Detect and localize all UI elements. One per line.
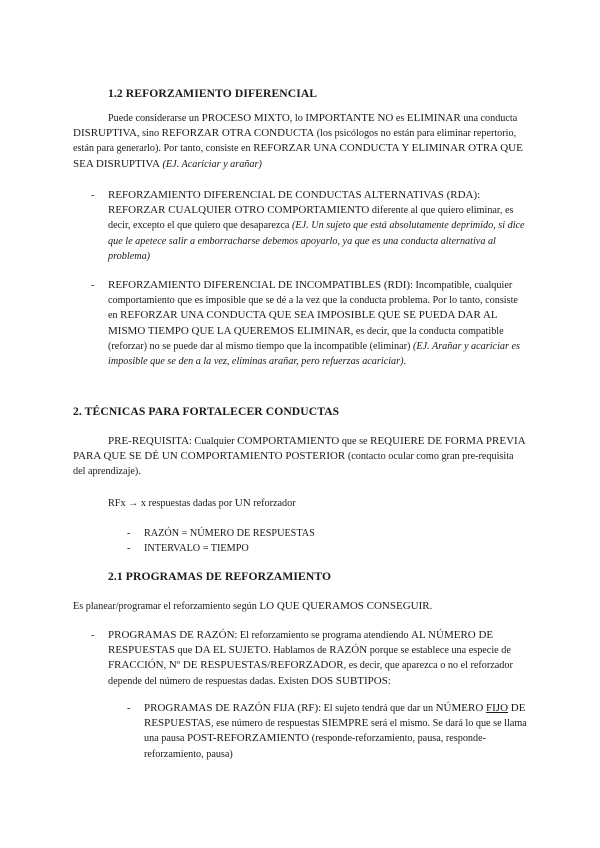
list-item-razon-fija: PROGRAMAS DE RAZÓN FIJA (RF): El sujeto tendrá que dar un NÚMERO FIJO DE RESPUESTAS, ese número de respuestas SIEMPRE será el mismo. Se dará lo que se llama una pausa POST-REFORZAMIENTO (responde-reforzamiento, pausa, responde- reforzamiento, pausa) — [144, 702, 527, 760]
bullet-dash: - — [91, 190, 95, 201]
section-heading-2: 2. TÉCNICAS PARA FORTALECER CONDUCTAS — [73, 405, 340, 418]
paragraph-intro: Puede considerarse un PROCESO MIXTO, lo IMPORTANTE NO es ELIMINAR una conducta DISRUPTIVA, sino REFORZAR OTRA CONDUCTA (los psicólogos no están para eliminar repertorio, están para generarlo). Por tanto, consiste en REFORZAR UNA CONDUCTA Y ELIMINAR OTRA QUE SEA DISRUPTIVA (EJ. Acariciar y arañar) — [73, 112, 523, 170]
bullet-dash: - — [127, 528, 131, 539]
section-heading-2-1: 2.1 PROGRAMAS DE REFORZAMIENTO — [108, 570, 332, 583]
list-item-rda: REFORZAMIENTO DIFERENCIAL DE CONDUCTAS ALTERNATIVAS (RDA): REFORZAR CUALQUIER OTRO COMPORTAMIENTO diferente al que quiero eliminar, es decir, excepto el que quiero que desaparezca (EJ. Un sujeto que está absolutamente deprimido, si dice que le apetece salir a emborracharse debemos apoyarlo, ya que es una conducta alternativa al problema) — [108, 189, 525, 262]
list-item-razon: RAZÓN = NÚMERO DE RESPUESTAS — [144, 528, 315, 539]
section-heading-1-2: 1.2 REFORZAMIENTO DIFERENCIAL — [108, 87, 318, 100]
rfx-formula: RFx → x respuestas dadas por UN reforzador — [108, 497, 296, 509]
bullet-dash: - — [127, 543, 131, 554]
paragraph-programas-intro: Es planear/programar el reforzamiento según LO QUE QUERAMOS CONSEGUIR. — [73, 600, 433, 612]
list-item-intervalo: INTERVALO = TIEMPO — [144, 543, 249, 554]
arrow-right-icon: → — [128, 498, 139, 509]
list-item-rdi: REFORZAMIENTO DIFERENCIAL DE INCOMPATIBLES (RDI): Incompatible, cualquier comportamiento que es imposible que se dé a la vez que la conducta problema. Por lo tanto, consiste en REFORZAR UNA CONDUCTA QUE SEA IMPOSIBLE QUE SE PUEDA DAR AL MISMO TIEMPO QUE LA QUEREMOS ELIMINAR, es decir, que la conducta compatible (reforzar) no se puede dar al mismo tiempo que la incompatible (eliminar) (EJ. Arañar y acariciar es imposible que se den a la vez, eliminas arañar, pero refuerzas acariciar). — [108, 279, 520, 368]
list-item-programas-razon: PROGRAMAS DE RAZÓN: El reforzamiento se programa atendiendo AL NÚMERO DE RESPUESTAS que DA EL SUJETO. Hablamos de RAZÓN porque se establece una especie de FRACCIÓN, Nº DE RESPUESTAS/REFORZADOR, es decir, que aparezca o no el reforzador depende del número de respuestas dadas. Existen DOS SUBTIPOS: — [108, 629, 513, 687]
bullet-dash: - — [127, 703, 131, 714]
bullet-dash: - — [91, 630, 95, 641]
bullet-dash: - — [91, 280, 95, 291]
paragraph-prerequisita: PRE-REQUISITA: Cualquier COMPORTAMIENTO que se REQUIERE DE FORMA PREVIA PARA QUE SE DÉ UN COMPORTAMIENTO POSTERIOR (contacto ocular como gran pre-requisita del aprendizaje). — [73, 435, 526, 478]
